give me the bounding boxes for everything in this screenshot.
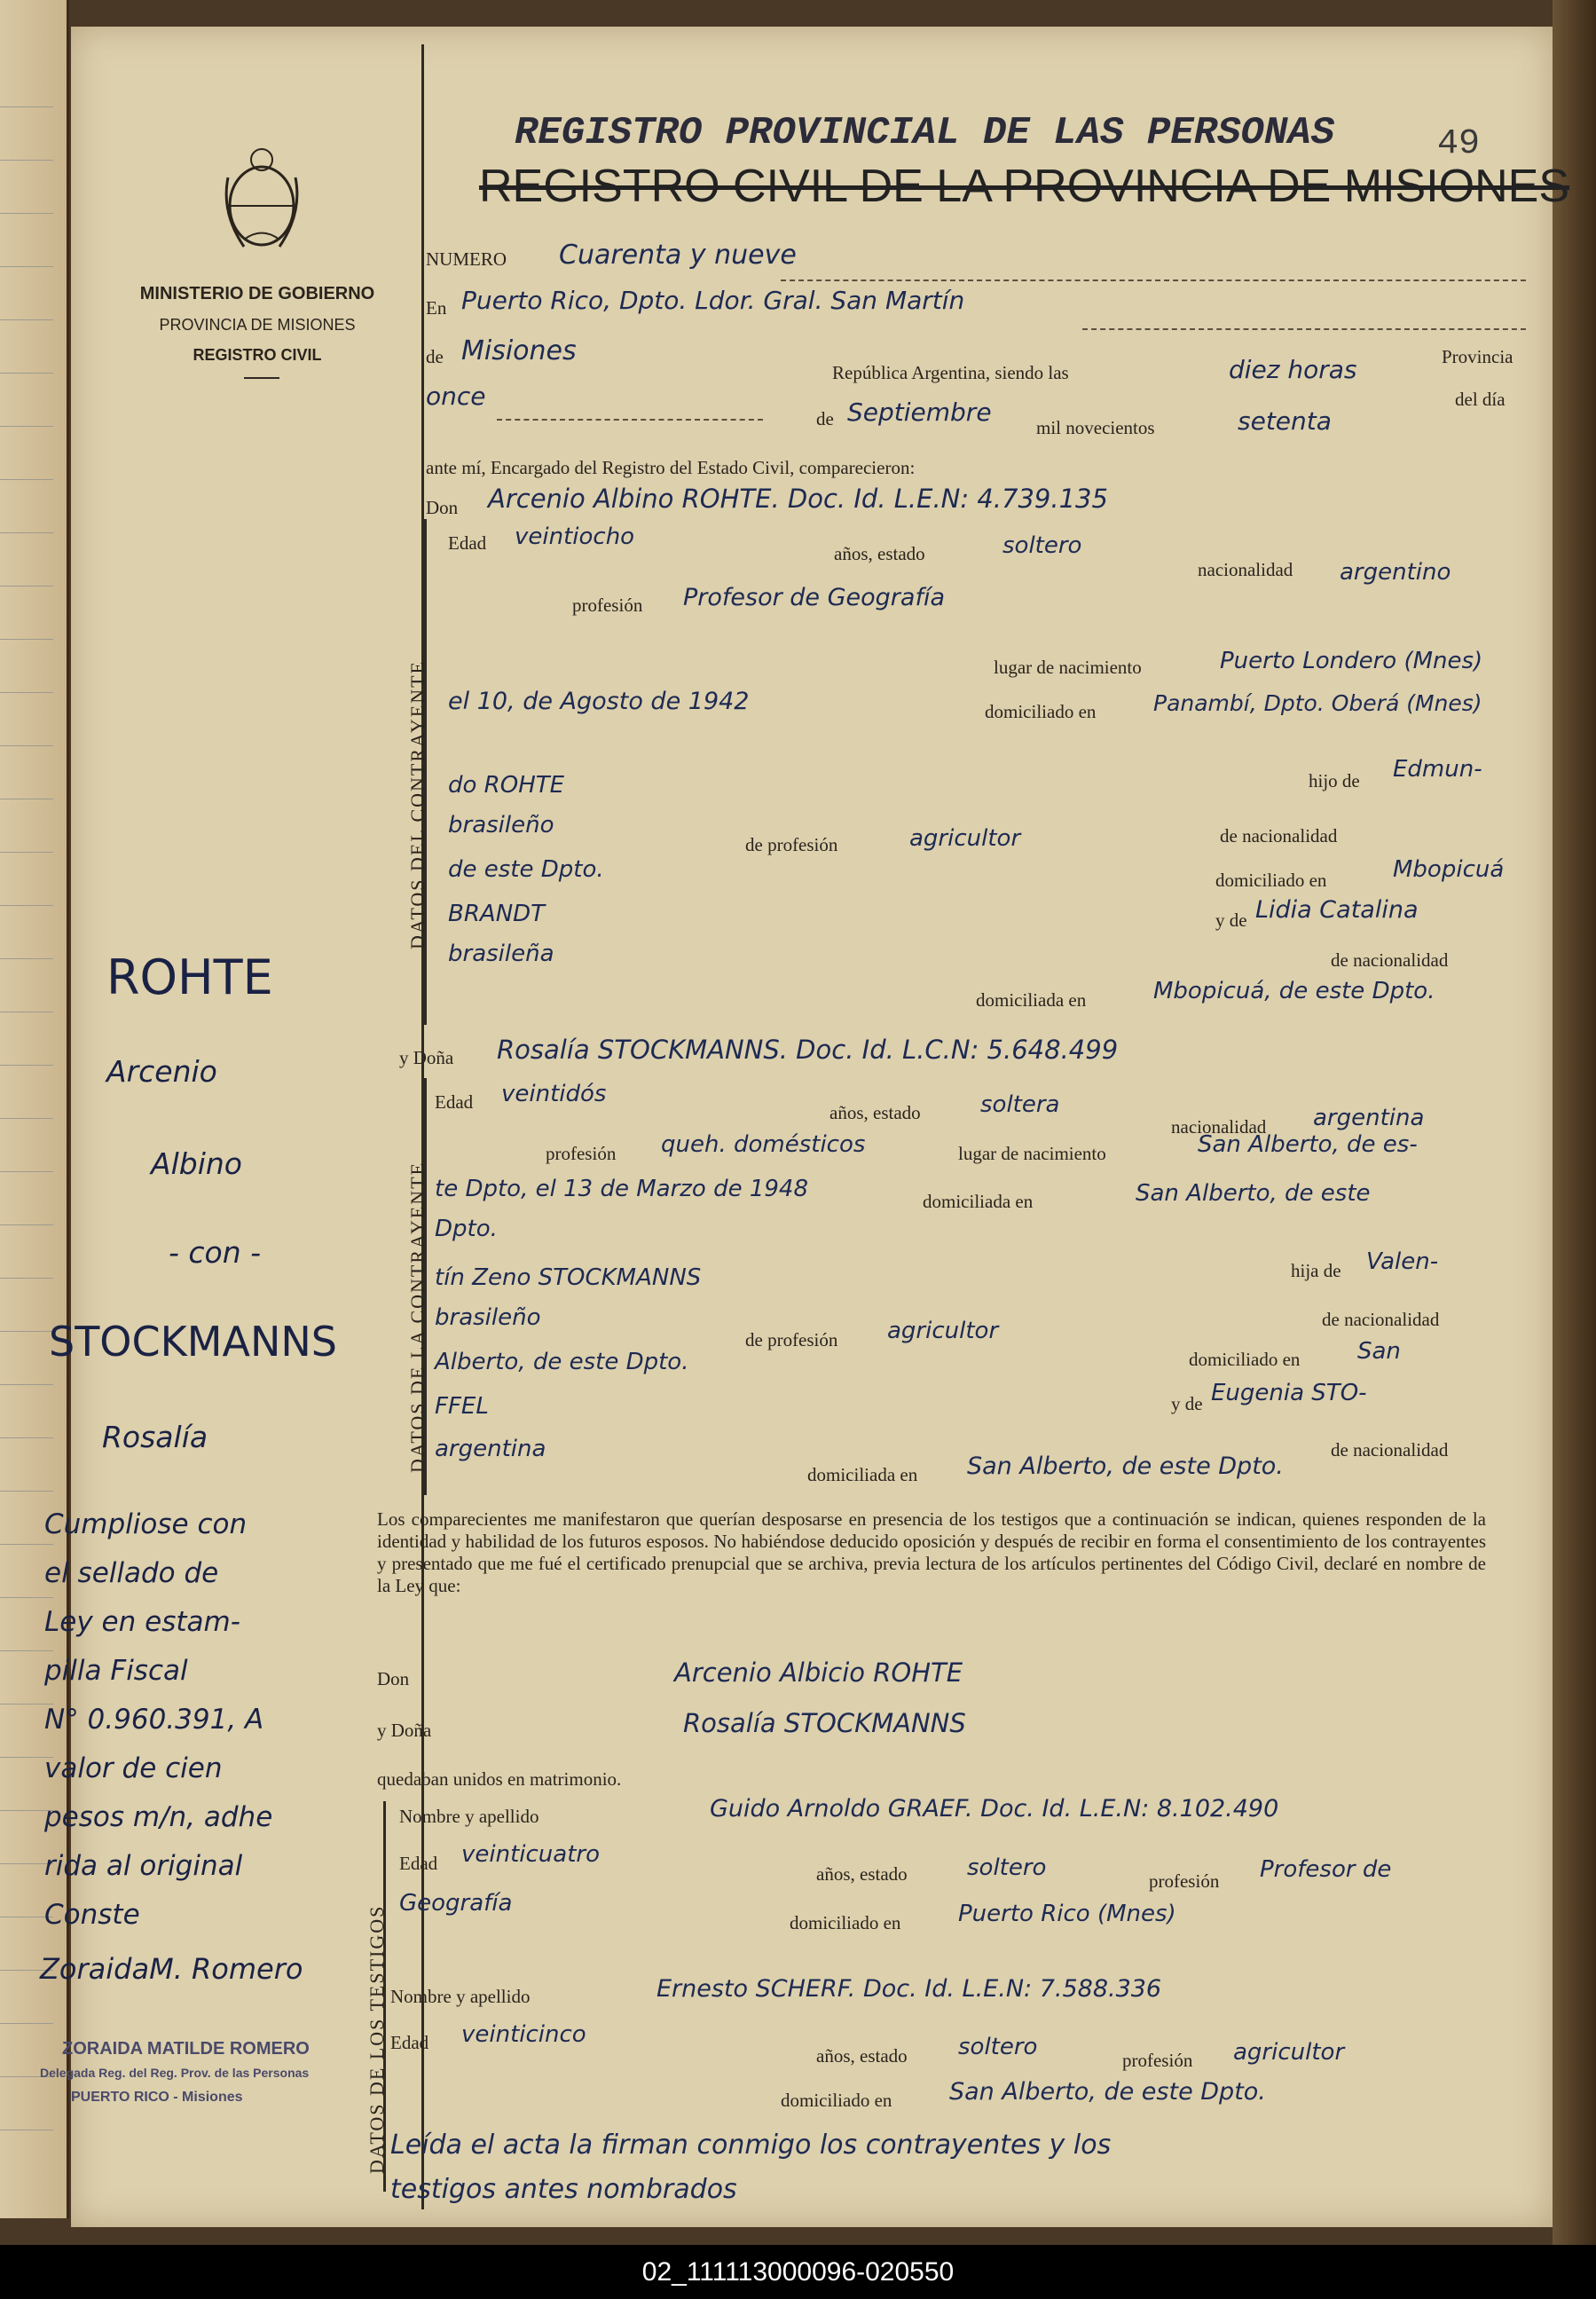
closing-line-2: testigos antes nombrados xyxy=(390,2174,737,2205)
bride-madre-a: Eugenia STO- xyxy=(1211,1380,1367,1406)
office-label: REGISTRO CIVIL xyxy=(193,346,322,364)
groom-padre-a: Edmun- xyxy=(1393,756,1482,783)
margin-note-2: Ley en estam- xyxy=(44,1606,240,1638)
lugar-value: Puerto Rico, Dpto. Ldor. Gral. San Martín xyxy=(461,286,965,315)
groom-padre-dom-label: domiciliado en xyxy=(1215,870,1327,891)
side-label-groom: DATOS DEL CONTRAYENTE xyxy=(406,660,428,949)
bride-edad: veintidós xyxy=(501,1081,607,1107)
bride-dom-a: San Alberto, de este xyxy=(1136,1180,1371,1207)
w2-estado: soltero xyxy=(958,2034,1038,2060)
margin-note-8: Conste xyxy=(44,1899,140,1931)
w2-edad: veinticinco xyxy=(461,2021,586,2048)
groom-estado: soltero xyxy=(1002,532,1082,559)
bride-madre-dom: San Alberto, de este Dpto. xyxy=(967,1453,1284,1480)
bride-dom-label: domiciliada en xyxy=(923,1191,1034,1212)
side-label-witness: DATOS DE LOS TESTIGOS xyxy=(366,1904,388,2174)
w1-profesion: Profesor de xyxy=(1260,1856,1392,1883)
page-number: 49 xyxy=(1437,124,1481,164)
margin-name-2: Albino xyxy=(151,1146,242,1181)
margin-note-4: N° 0.960.391, A xyxy=(44,1704,264,1736)
bride-madre-denac-label: de nacionalidad xyxy=(1331,1439,1449,1460)
hijo-de-label: hijo de xyxy=(1309,770,1360,791)
bride-estado: soltera xyxy=(980,1091,1060,1118)
groom-fecha-nac: el 10, de Agosto de 1942 xyxy=(448,688,750,715)
register-page xyxy=(40,27,1570,2227)
groom-nacionalidad: argentino xyxy=(1340,559,1451,586)
w2-profesion: agricultor xyxy=(1233,2039,1345,2066)
ministry-label: MINISTERIO DE GOBIERNO xyxy=(139,284,375,303)
groom-prof-label: profesión xyxy=(572,594,643,616)
margin-con: - con - xyxy=(169,1235,262,1270)
w1-estado-label: años, estado xyxy=(816,1863,908,1885)
w1-dom-label: domiciliado en xyxy=(790,1912,901,1933)
closing-line-1: Leída el acta la firman conmigo los contrayentes y los xyxy=(390,2130,1112,2161)
bride-madre-label: y de xyxy=(1171,1393,1203,1414)
w1-nombre-label: Nombre y apellido xyxy=(399,1806,539,1827)
bride-lugar-a: San Alberto, de es- xyxy=(1198,1131,1418,1158)
w1-edad-label: Edad xyxy=(399,1853,438,1874)
ante-mi-label: ante mí, Encargado del Registro del Estado Civil, comparecieron: xyxy=(426,457,916,478)
bride-madre-dom-label: domiciliada en xyxy=(807,1464,918,1485)
bride-dom-b: Dpto. xyxy=(435,1216,498,1242)
margin-name-1: Arcenio xyxy=(106,1054,217,1089)
bride-padre-a: Valen- xyxy=(1366,1248,1439,1275)
province-label: PROVINCIA DE MISIONES xyxy=(159,316,356,334)
footer-id: 02_111113000096-020550 xyxy=(0,2245,1596,2299)
margin-surname-2: STOCKMANNS xyxy=(49,1318,337,1366)
unidos-label: quedaban unidos en matrimonio. xyxy=(377,1768,622,1790)
margin-note-3: pilla Fiscal xyxy=(44,1655,188,1687)
groom-madre-nac: brasileña xyxy=(448,941,554,967)
title-stamp: REGISTRO PROVINCIAL DE LAS PERSONAS xyxy=(515,111,1335,155)
stamp-name: ZORAIDA MATILDE ROMERO xyxy=(62,2039,310,2059)
bride-madre-b: FFEL xyxy=(435,1393,489,1420)
bride-madre-nac: argentina xyxy=(435,1436,546,1462)
groom-padre-prof-label: de profesión xyxy=(745,834,838,855)
w2-estado-label: años, estado xyxy=(816,2045,908,2067)
bride-padre-dom-b: Alberto, de este Dpto. xyxy=(435,1349,689,1375)
groom-lugar-label: lugar de nacimiento xyxy=(994,657,1142,678)
margin-surname-1: ROHTE xyxy=(106,949,273,1005)
declaration-paragraph: Los comparecientes me manifestaron que querían desposarse en presencia de los testigos que a continuación se indican, quienes responden de la identidad y habilidad de los futuros esposos. No habiéndose deducido oposición y después de recibir en forma el consentimiento de los contrayentes y presentado que me fué el certificado prenupcial que se archiva, previa lectura de los artículos pertinentes del Código Civil, declaré en nombre de la Ley que: xyxy=(377,1508,1486,1596)
bride-nacionalidad: argentina xyxy=(1313,1105,1425,1131)
groom-nac-label: nacionalidad xyxy=(1198,559,1293,580)
w1-nombre: Guido Arnoldo GRAEF. Doc. Id. L.E.N: 8.102.490 xyxy=(710,1795,1279,1823)
stamp-place: PUERTO RICO - Misiones xyxy=(71,2090,243,2105)
stamp-role: Delegada Reg. del Reg. Prov. de las Personas xyxy=(40,2066,310,2080)
dia-value: once xyxy=(426,382,486,411)
w2-dom-label: domiciliado en xyxy=(781,2090,892,2111)
bride-edad-label: Edad xyxy=(435,1091,474,1113)
groom-padre-nac: brasileño xyxy=(448,812,554,839)
bride-profesion: queh. domésticos xyxy=(661,1131,866,1158)
hora-value: diez horas xyxy=(1229,355,1357,384)
groom-madre-b: Lidia Catalina xyxy=(1255,896,1419,924)
w2-nombre-label: Nombre y apellido xyxy=(390,1986,531,2007)
bride-lugar-b: te Dpto, el 13 de Marzo de 1948 xyxy=(435,1176,809,1202)
bride-padre-prof: agricultor xyxy=(887,1318,999,1344)
margin-note-5: valor de cien xyxy=(44,1752,223,1784)
w1-estado: soltero xyxy=(967,1854,1047,1881)
groom-padre-b: do ROHTE xyxy=(448,772,565,799)
header-dash xyxy=(244,377,279,379)
decl-don-label: Don xyxy=(377,1668,410,1689)
w2-prof-label: profesión xyxy=(1122,2050,1193,2071)
groom-madre-label: y de xyxy=(1215,909,1247,931)
dona-label: y Doña xyxy=(399,1047,454,1068)
margin-note-7: rida al original xyxy=(44,1850,243,1882)
groom-estado-label: años, estado xyxy=(834,543,925,564)
groom-dom-label: domiciliado en xyxy=(985,701,1097,722)
right-book-edge xyxy=(1553,0,1596,2245)
de2-label: de xyxy=(816,408,834,429)
coat-of-arms-icon xyxy=(217,142,306,257)
margin-note-6: pesos m/n, adhe xyxy=(44,1801,273,1833)
republica-label: República Argentina, siendo las xyxy=(832,362,1069,383)
w1-domicilio: Puerto Rico (Mnes) xyxy=(958,1901,1176,1927)
margin-signature: ZoraidaM. Romero xyxy=(40,1952,303,1986)
bride-padre-dom-label: domiciliado en xyxy=(1189,1349,1301,1370)
w1-prof-label: profesión xyxy=(1149,1870,1220,1892)
bride-padre-prof-label: de profesión xyxy=(745,1329,838,1350)
bride-padre-nac: brasileño xyxy=(435,1304,541,1331)
groom-madre-a: BRANDT xyxy=(448,901,546,927)
groom-padre-prof: agricultor xyxy=(909,825,1021,852)
groom-edad-label: Edad xyxy=(448,532,487,554)
numero-label: NUMERO xyxy=(426,248,507,270)
groom-name: Arcenio Albino ROHTE. Doc. Id. L.E.N: 4.739.135 xyxy=(488,484,1108,514)
w2-edad-label: Edad xyxy=(390,2032,429,2053)
provincia-label: Provincia xyxy=(1442,346,1513,367)
margin-note-1: el sellado de xyxy=(44,1557,219,1589)
groom-madre-dom-label: domiciliada en xyxy=(976,989,1087,1011)
title-printed: REGISTRO CIVIL DE LA PROVINCIA DE MISIONES xyxy=(479,161,1570,212)
w1-profesion-b: Geografía xyxy=(399,1890,513,1917)
bride-name: Rosalía STOCKMANNS. Doc. Id. L.C.N: 5.648.499 xyxy=(497,1035,1119,1065)
bride-lugar-label: lugar de nacimiento xyxy=(958,1143,1106,1164)
en-label: En xyxy=(426,297,447,319)
decl-don: Arcenio Albicio ROHTE xyxy=(674,1657,963,1688)
margin-name-3: Rosalía xyxy=(102,1420,208,1454)
left-page-edge xyxy=(0,0,69,2218)
numero-value: Cuarenta y nueve xyxy=(559,240,797,271)
de-label: de xyxy=(426,346,444,367)
bride-estado-label: años, estado xyxy=(829,1102,921,1123)
w2-nombre: Ernesto SCHERF. Doc. Id. L.E.N: 7.588.336 xyxy=(656,1975,1162,2003)
hija-de-label: hija de xyxy=(1291,1260,1341,1281)
groom-edad: veintiocho xyxy=(515,524,635,550)
del-dia-label: del día xyxy=(1455,389,1506,410)
don-label: Don xyxy=(426,497,459,518)
groom-padre-denac-label: de nacionalidad xyxy=(1220,825,1338,846)
decl-dona-label: y Doña xyxy=(377,1720,432,1741)
bride-padre-dom-a: San xyxy=(1357,1338,1401,1365)
provincia-value: Misiones xyxy=(461,335,577,366)
w2-domicilio: San Alberto, de este Dpto. xyxy=(949,2078,1266,2106)
bride-prof-label: profesión xyxy=(546,1143,617,1164)
bride-nac-label: nacionalidad xyxy=(1171,1116,1267,1138)
anio-value: setenta xyxy=(1238,406,1332,436)
groom-lugar-nac: Puerto Londero (Mnes) xyxy=(1220,648,1483,674)
groom-profesion: Profesor de Geografía xyxy=(683,584,946,611)
groom-madre-denac-label: de nacionalidad xyxy=(1331,949,1449,971)
groom-madre-dom: Mbopicuá, de este Dpto. xyxy=(1153,978,1435,1004)
bride-padre-b: tín Zeno STOCKMANNS xyxy=(435,1264,702,1291)
groom-padre-dom-a: Mbopicuá xyxy=(1393,856,1505,883)
groom-domicilio: Panambí, Dpto. Oberá (Mnes) xyxy=(1153,690,1482,716)
decl-dona: Rosalía STOCKMANNS xyxy=(683,1708,966,1738)
groom-padre-dom-b: de este Dpto. xyxy=(448,856,604,883)
side-label-bride: DATOS DE LA CONTRAYENTE xyxy=(406,1161,428,1473)
mes-value: Septiembre xyxy=(847,398,992,427)
margin-note-0: Cumpliose con xyxy=(44,1508,248,1540)
mil-label: mil novecientos xyxy=(1036,417,1155,438)
w1-edad: veinticuatro xyxy=(461,1841,600,1868)
bride-padre-denac-label: de nacionalidad xyxy=(1322,1309,1440,1330)
